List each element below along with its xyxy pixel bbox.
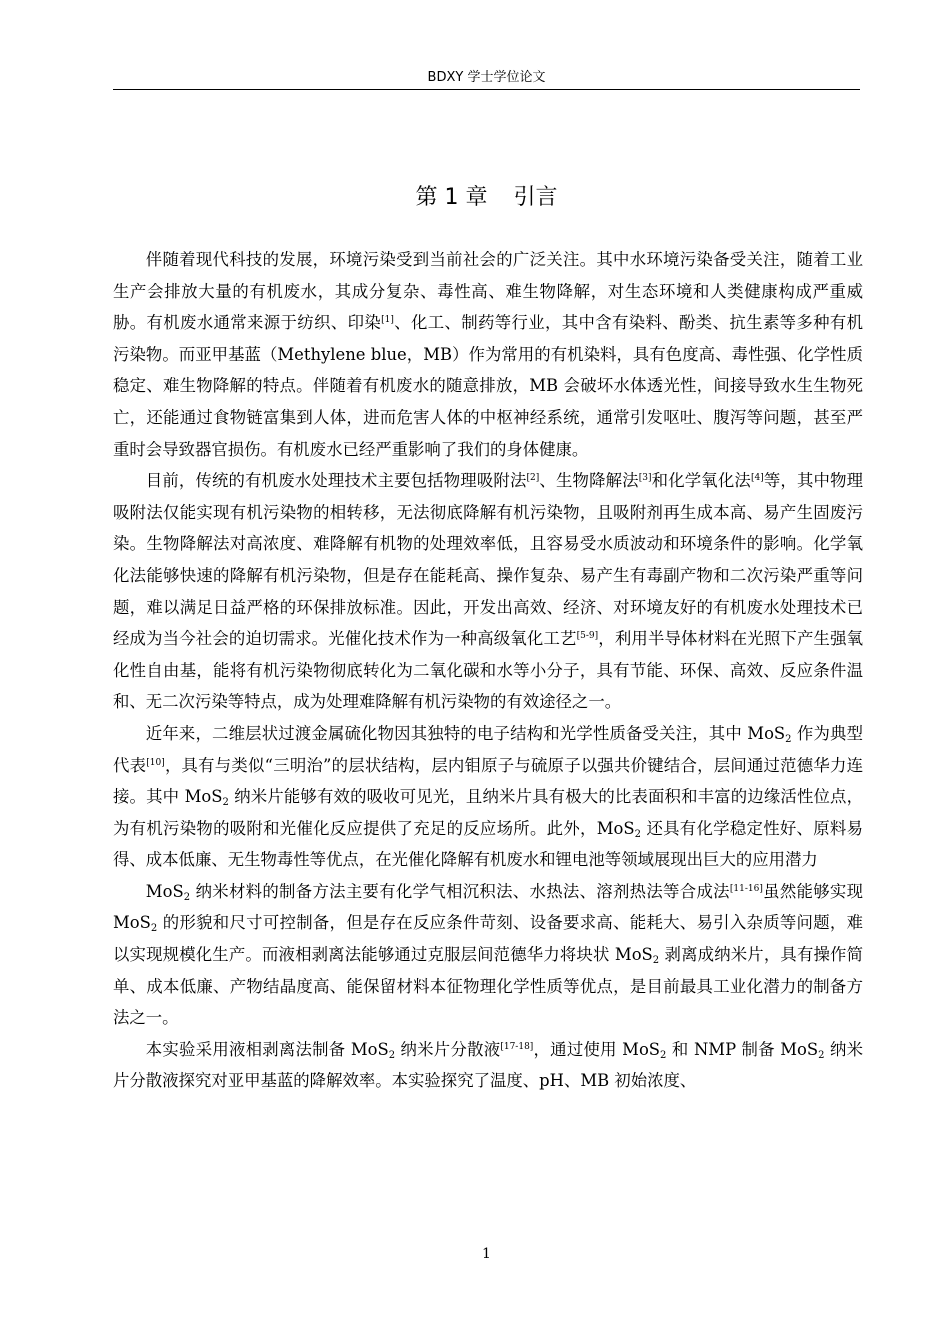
citation: [17-18] bbox=[500, 1041, 534, 1052]
subscript: 2 bbox=[183, 891, 191, 903]
text-run: 伴随着现代科技的发展，环境污染受到当前社会的广泛关注。其中水环境污染备受关注，随着工业生产会排放大量的有机废水，其成分复杂、毒性高、难生物降解，对生态环境和人类健康构成严重威胁。有机废水通常来源于纺织、印染 bbox=[113, 250, 863, 333]
citation: [3] bbox=[638, 473, 652, 484]
subscript: 2 bbox=[652, 955, 660, 967]
text-run: 本实验采用液相剥离法制备 MoS bbox=[145, 1039, 389, 1059]
paragraph-3 bbox=[113, 718, 863, 876]
text-run: 作为典型代表 bbox=[113, 723, 863, 775]
subscript: 2 bbox=[785, 733, 792, 745]
chapter-title bbox=[113, 180, 860, 211]
text-run: 纳米片分散液 bbox=[395, 1039, 501, 1059]
body-text bbox=[113, 244, 863, 1097]
text-run: 剥离成纳米片，具有操作简单、成本低廉、产物结晶度高、能保留材料本征物理化学性质等优点，是目前最具工业化潜力的制备方法之一。 bbox=[113, 945, 863, 1028]
paragraph-5 bbox=[113, 1034, 863, 1097]
text-run: 等，其中物理吸附法仅能实现有机污染物的相转移，无法彻底降解有机污染物，且吸附剂再生成本高、易产生固废污染。生物降解法对高浓度、难降解有机物的处理效率低，且容易受水质波动和环境条件的影响。化学氧化法能够快速的降解有机污染物，但是存在能耗高、操作复杂、易产生有毒副产物和二次污染严重等问题，难以满足日益严格的环保排放标准。因此，开发出高效、经济、对环境友好的有机废水处理技术已经成为当今社会的迫切需求。光催化技术作为一种高级氧化工艺 bbox=[113, 471, 864, 649]
subscript: 2 bbox=[150, 923, 158, 935]
paragraph-2 bbox=[113, 465, 863, 718]
text-run: 的形貌和尺寸可控制备，但是存在反应条件苛刻、设备要求高、能耗大、易引入杂质等问题，难以实现规模化生产。而液相剥离法能够通过克服层间范德华力将块状 MoS bbox=[113, 913, 863, 965]
text-run: 、生物降解法 bbox=[539, 471, 639, 491]
paragraph-4 bbox=[113, 876, 863, 1034]
text-run: 虽然能够实现 MoS bbox=[113, 881, 864, 933]
text-run: 、化工、制药等行业，其中含有染料、酚类、抗生素等多种有机污染物。而亚甲基蓝（Methylene blue，MB）作为常用的有机染料，具有色度高、毒性强、化学性质稳定、难生物降解的特点。伴随着有机废水的随意排放，MB 会破坏水体透光性，间接导致水生生物死亡，还能通过食物链富集到人体，进而危害人体的中枢神经系统，通常引发呕吐、腹泻等问题，甚至严重时会导致器官损伤。有机废水已经严重影响了我们的身体健康。 bbox=[113, 313, 864, 459]
text-run: 目前，传统的有机废水处理技术主要包括物理吸附法 bbox=[145, 471, 527, 491]
subscript: 2 bbox=[818, 1049, 825, 1061]
paragraph-1 bbox=[113, 244, 863, 465]
citation: [11-16] bbox=[729, 883, 763, 894]
citation: [4] bbox=[750, 473, 764, 484]
subscript: 2 bbox=[388, 1049, 396, 1061]
text-run: 纳米片分散液探究对亚甲基蓝的降解效率。本实验探究了温度、pH、MB 初始浓度、 bbox=[113, 1039, 864, 1091]
text-run: ，具有与类似“三明治”的层状结构，层内钼原子与硫原子以强共价键结合，层间通过范德华力连接。其中 MoS bbox=[113, 755, 864, 807]
citation: [2] bbox=[526, 473, 540, 484]
subscript: 2 bbox=[660, 1049, 667, 1061]
citation: [10] bbox=[146, 757, 165, 768]
page-header: BDXY 学士学位论文 bbox=[113, 66, 860, 90]
text-run: 纳米片能够有效的吸收可见光，且纳米片具有极大的比表面积和丰富的边缘活性位点，为有机污染物的吸附和光催化反应提供了充足的反应场所。此外，MoS bbox=[113, 787, 863, 838]
text-run: 纳米材料的制备方法主要有化学气相沉积法、水热法、溶剂热法等合成法 bbox=[190, 881, 730, 901]
text-run: ，利用半导体材料在光照下产生强氧化性自由基，能将有机污染物彻底转化为二氧化碳和水等小分子，具有节能、环保、高效、反应条件温和、无二次污染等特点，成为处理难降解有机污染物的有效途径之一。 bbox=[113, 629, 864, 712]
subscript: 2 bbox=[222, 797, 229, 809]
chapter-number: 第 1 章 bbox=[415, 185, 488, 210]
page-number: 1 bbox=[482, 1246, 491, 1262]
subscript: 2 bbox=[634, 828, 641, 840]
citation: [5-9] bbox=[576, 631, 599, 642]
citation: [1] bbox=[381, 315, 394, 326]
text-run: 和 NMP 制备 MoS bbox=[666, 1039, 819, 1059]
chapter-name: 引言 bbox=[513, 185, 558, 210]
text-run: 和化学氧化法 bbox=[651, 471, 751, 491]
text-run: 还具有化学稳定性好、原料易得、成本低廉、无生物毒性等优点，在光催化降解有机废水和锂电池等领域展现出巨大的应用潜力 bbox=[113, 818, 863, 870]
text-run: MoS bbox=[145, 881, 184, 901]
text-run: ，通过使用 MoS bbox=[533, 1039, 661, 1059]
text-run: 近年来，二维层状过渡金属硫化物因其独特的电子结构和光学性质备受关注，其中 MoS bbox=[145, 723, 786, 743]
